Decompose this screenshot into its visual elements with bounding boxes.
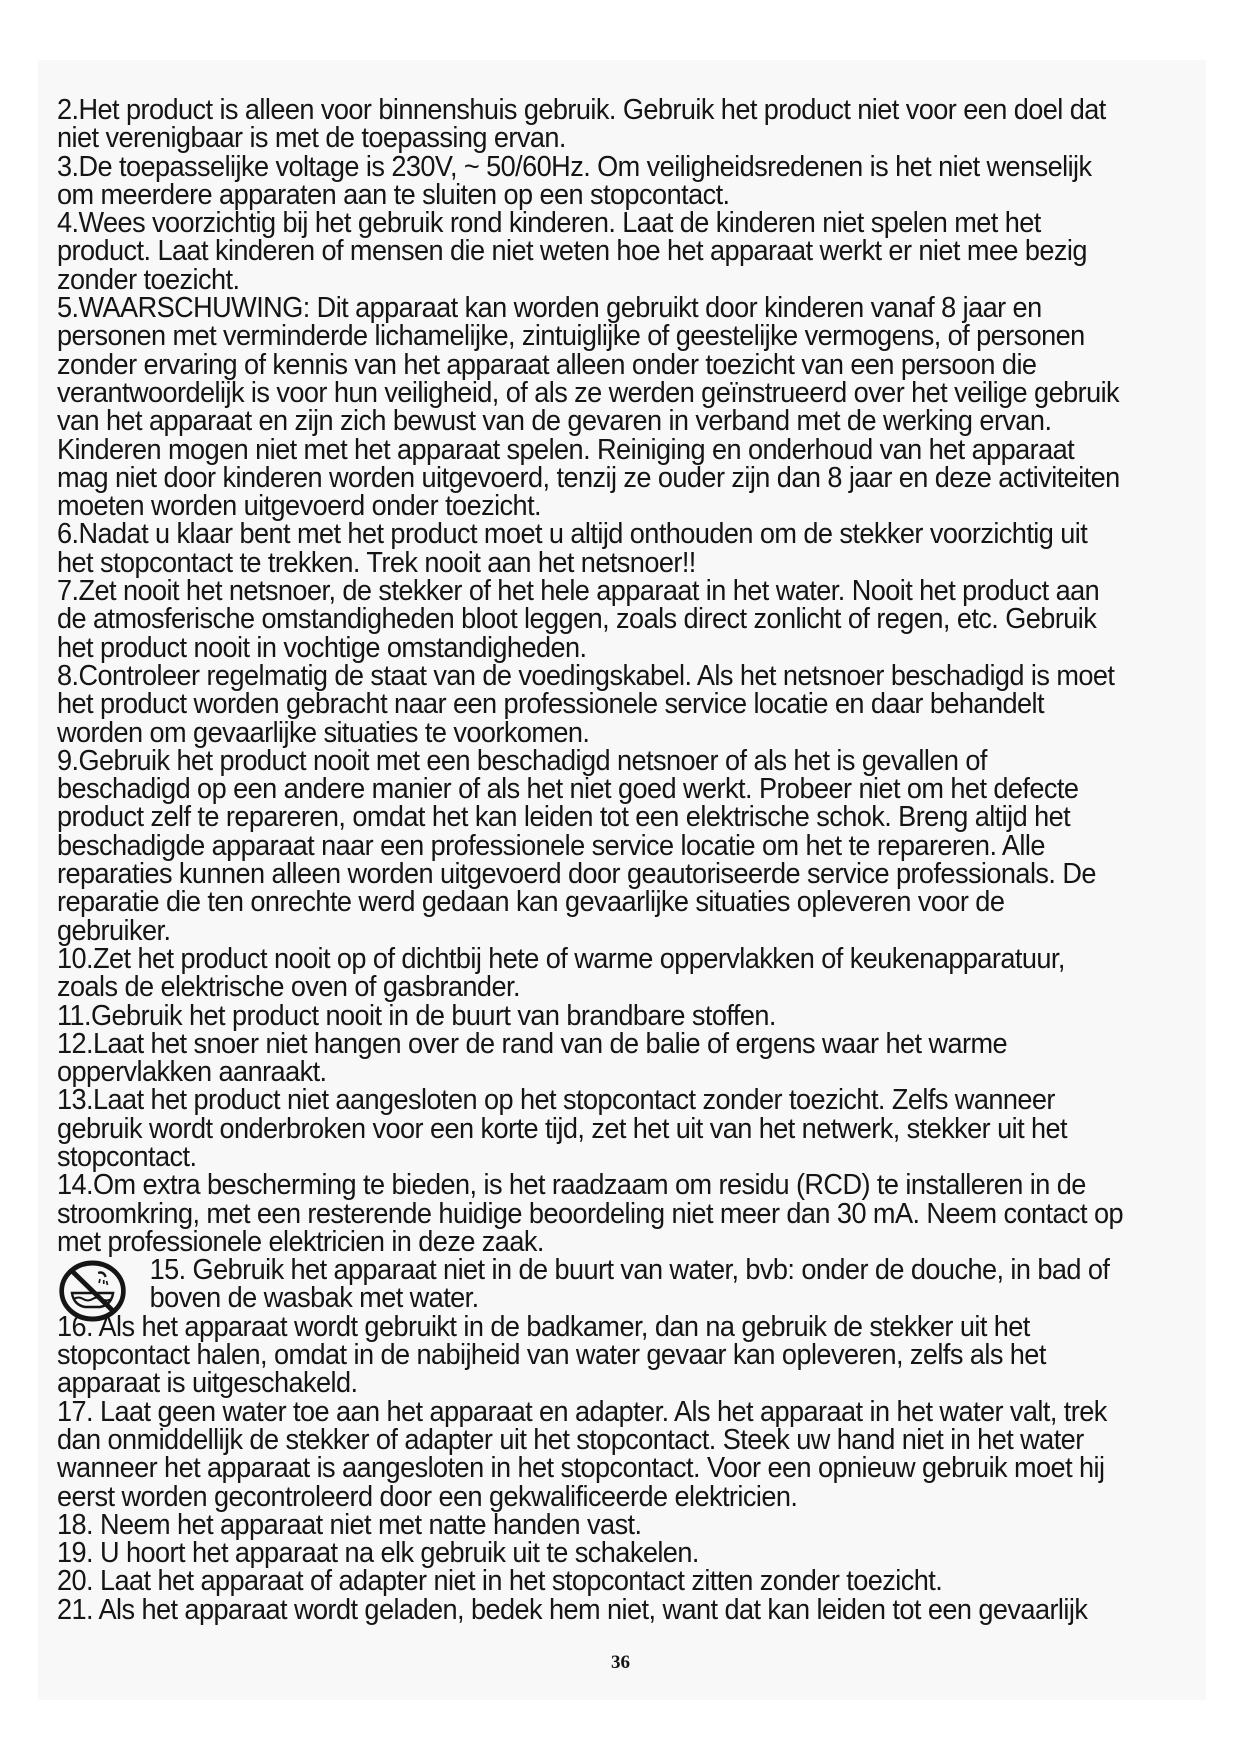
text-line: stopcontact. [57,1140,197,1173]
text-line: 20. Laat het apparaat of adapter niet in het stopcontact zitten zonder toezicht. [57,1565,943,1598]
text-line: 14.Om extra bescherming te bieden, is het raadzaam om residu (RCD) te installeren in de [57,1169,1086,1202]
text-line: stopcontact halen, omdat in de nabijheid van water gevaar kan opleveren, zelfs als het [57,1339,1046,1372]
text-line: 17. Laat geen water toe aan het apparaat en adapter. Als het apparaat in het water valt, trek [57,1395,1107,1428]
text-line: om meerdere apparaten aan te sluiten op een stopcontact. [57,178,730,211]
text-line: 16. Als het apparaat wordt gebruikt in de badkamer, dan na gebruik de stekker uit het [57,1310,1030,1343]
text-line: reparatie die ten onrechte werd gedaan kan gevaarlijke situaties opleveren voor de [57,886,1005,919]
text-line: van het apparaat en zijn zich bewust van de gevaren in verband met de werking ervan. [57,405,1052,438]
text-line: wanneer het apparaat is aangesloten in het stopcontact. Voor een opnieuw gebruik moet hij [57,1452,1105,1485]
text-line: niet verenigbaar is met de toepassing ervan. [57,122,566,155]
text-line: reparaties kunnen alleen worden uitgevoerd door geautoriseerde service professionals. De [57,858,1096,891]
text-line: moeten worden uitgevoerd onder toezicht. [57,490,542,523]
text-line: stroomkring, met een resterende huidige beoordeling niet meer dan 30 mA. Neem contact op [57,1197,1124,1230]
text-line: eerst worden gecontroleerd door een gekwalificeerde elektricien. [57,1480,798,1513]
text-line: worden om gevaarlijke situaties te voorkomen. [57,716,590,749]
manual-page [57,96,1123,1624]
text-line: verantwoordelijk is voor hun veiligheid, of als ze werden geïnstrueerd over het veilige gebruik [57,376,1120,409]
text-line: oppervlakken aanraakt. [57,1056,327,1089]
text-line: 6.Nadat u klaar bent met het product moet u altijd onthouden om de stekker voorzichtig uit [57,518,1088,551]
text-line: zoals de elektrische oven of gasbrander. [57,971,520,1004]
text-line: gebruik wordt onderbroken voor een korte tijd, zet het uit van het netwerk, stekker uit het [57,1112,1068,1145]
text-line: 7.Zet nooit het netsnoer, de stekker of het hele apparaat in het water. Nooit het product aan [57,575,1100,608]
text-line: 5.WAARSCHUWING: Dit apparaat kan worden gebruikt door kinderen vanaf 8 jaar en [57,292,1042,325]
safety-instructions-part-1 [57,96,1123,1256]
text-line: 3.De toepasselijke voltage is 230V, ~ 50/60Hz. Om veiligheidsredenen is het niet wenselijk [57,150,1092,183]
text-line: 15. Gebruik het apparaat niet in de buurt van water, bvb: onder de douche, in bad of [149,1254,1110,1287]
text-line: 8.Controleer regelmatig de staat van de voedingskabel. Als het netsnoer beschadigd is moet [57,659,1115,692]
text-line: 10.Zet het product nooit op of dichtbij hete of warme oppervlakken of keukenapparatuur, [57,942,1065,975]
text-line: gebruiker. [57,914,171,947]
text-line: 11.Gebruik het product nooit in de buurt van brandbare stoffen. [57,999,776,1032]
text-line: het product nooit in vochtige omstandigheden. [57,631,587,664]
text-line: apparaat is uitgeschakeld. [57,1367,358,1400]
text-line: Kinderen mogen niet met het apparaat spelen. Reiniging en onderhoud van het apparaat [57,433,1075,466]
no-water-bath-icon [57,1259,130,1323]
page-number: 36 [611,1652,630,1673]
text-line: mag niet door kinderen worden uitgevoerd, tenzij ze ouder zijn dan 8 jaar en deze activiteiten [57,461,1120,494]
text-line: 21. Als het apparaat wordt geladen, bedek hem niet, want dat kan leiden tot een gevaarlijk [57,1593,1088,1626]
text-line: 13.Laat het product niet aangesloten op het stopcontact zonder toezicht. Zelfs wanneer [57,1084,1055,1117]
text-line: personen met verminderde lichamelijke, zintuiglijke of geestelijke vermogens, of personen [57,320,1085,353]
text-line: 12.Laat het snoer niet hangen over de rand van de balie of ergens waar het warme [57,1027,1008,1060]
text-line: beschadigd op een andere manier of als het niet goed werkt. Probeer niet om het defecte [57,773,1079,806]
text-line: product zelf te repareren, omdat het kan leiden tot een elektrische schok. Breng altijd het [57,801,1071,834]
text-line: 19. U hoort het apparaat na elk gebruik uit te schakelen. [57,1537,699,1570]
text-line: 2.Het product is alleen voor binnenshuis gebruik. Gebruik het product niet voor een doel dat [57,94,1106,126]
safety-instructions-part-2 [57,1310,1123,1626]
text-line: zonder toezicht. [57,263,240,296]
text-line: 4.Wees voorzichtig bij het gebruik rond kinderen. Laat de kinderen niet spelen met het [57,207,1041,240]
text-line: 18. Neem het apparaat niet met natte handen vast. [57,1508,642,1541]
text-line: beschadigde apparaat naar een professionele service locatie om het te repareren. Alle [57,829,1045,862]
text-line: zonder ervaring of kennis van het apparaat alleen onder toezicht van een persoon die [57,348,1037,381]
text-line: 9.Gebruik het product nooit met een beschadigd netsnoer of als het is gevallen of [57,744,987,777]
text-line: met professionele elektricien in deze zaak. [57,1225,544,1258]
text-line: het product worden gebracht naar een professionele service locatie en daar behandelt [57,688,1044,721]
water-warning-item [57,1256,1123,1313]
text-line: de atmosferische omstandigheden bloot leggen, zoals direct zonlicht of regen, etc. Gebruik [57,603,1097,636]
text-line: boven de wasbak met water. [149,1282,479,1315]
text-line: het stopcontact te trekken. Trek nooit aan het netsnoer!! [57,546,696,579]
text-line: dan onmiddellijk de stekker of adapter uit het stopcontact. Steek uw hand niet in het water [57,1423,1084,1456]
text-line: product. Laat kinderen of mensen die niet weten hoe het apparaat werkt er niet mee bezig [57,235,1087,268]
